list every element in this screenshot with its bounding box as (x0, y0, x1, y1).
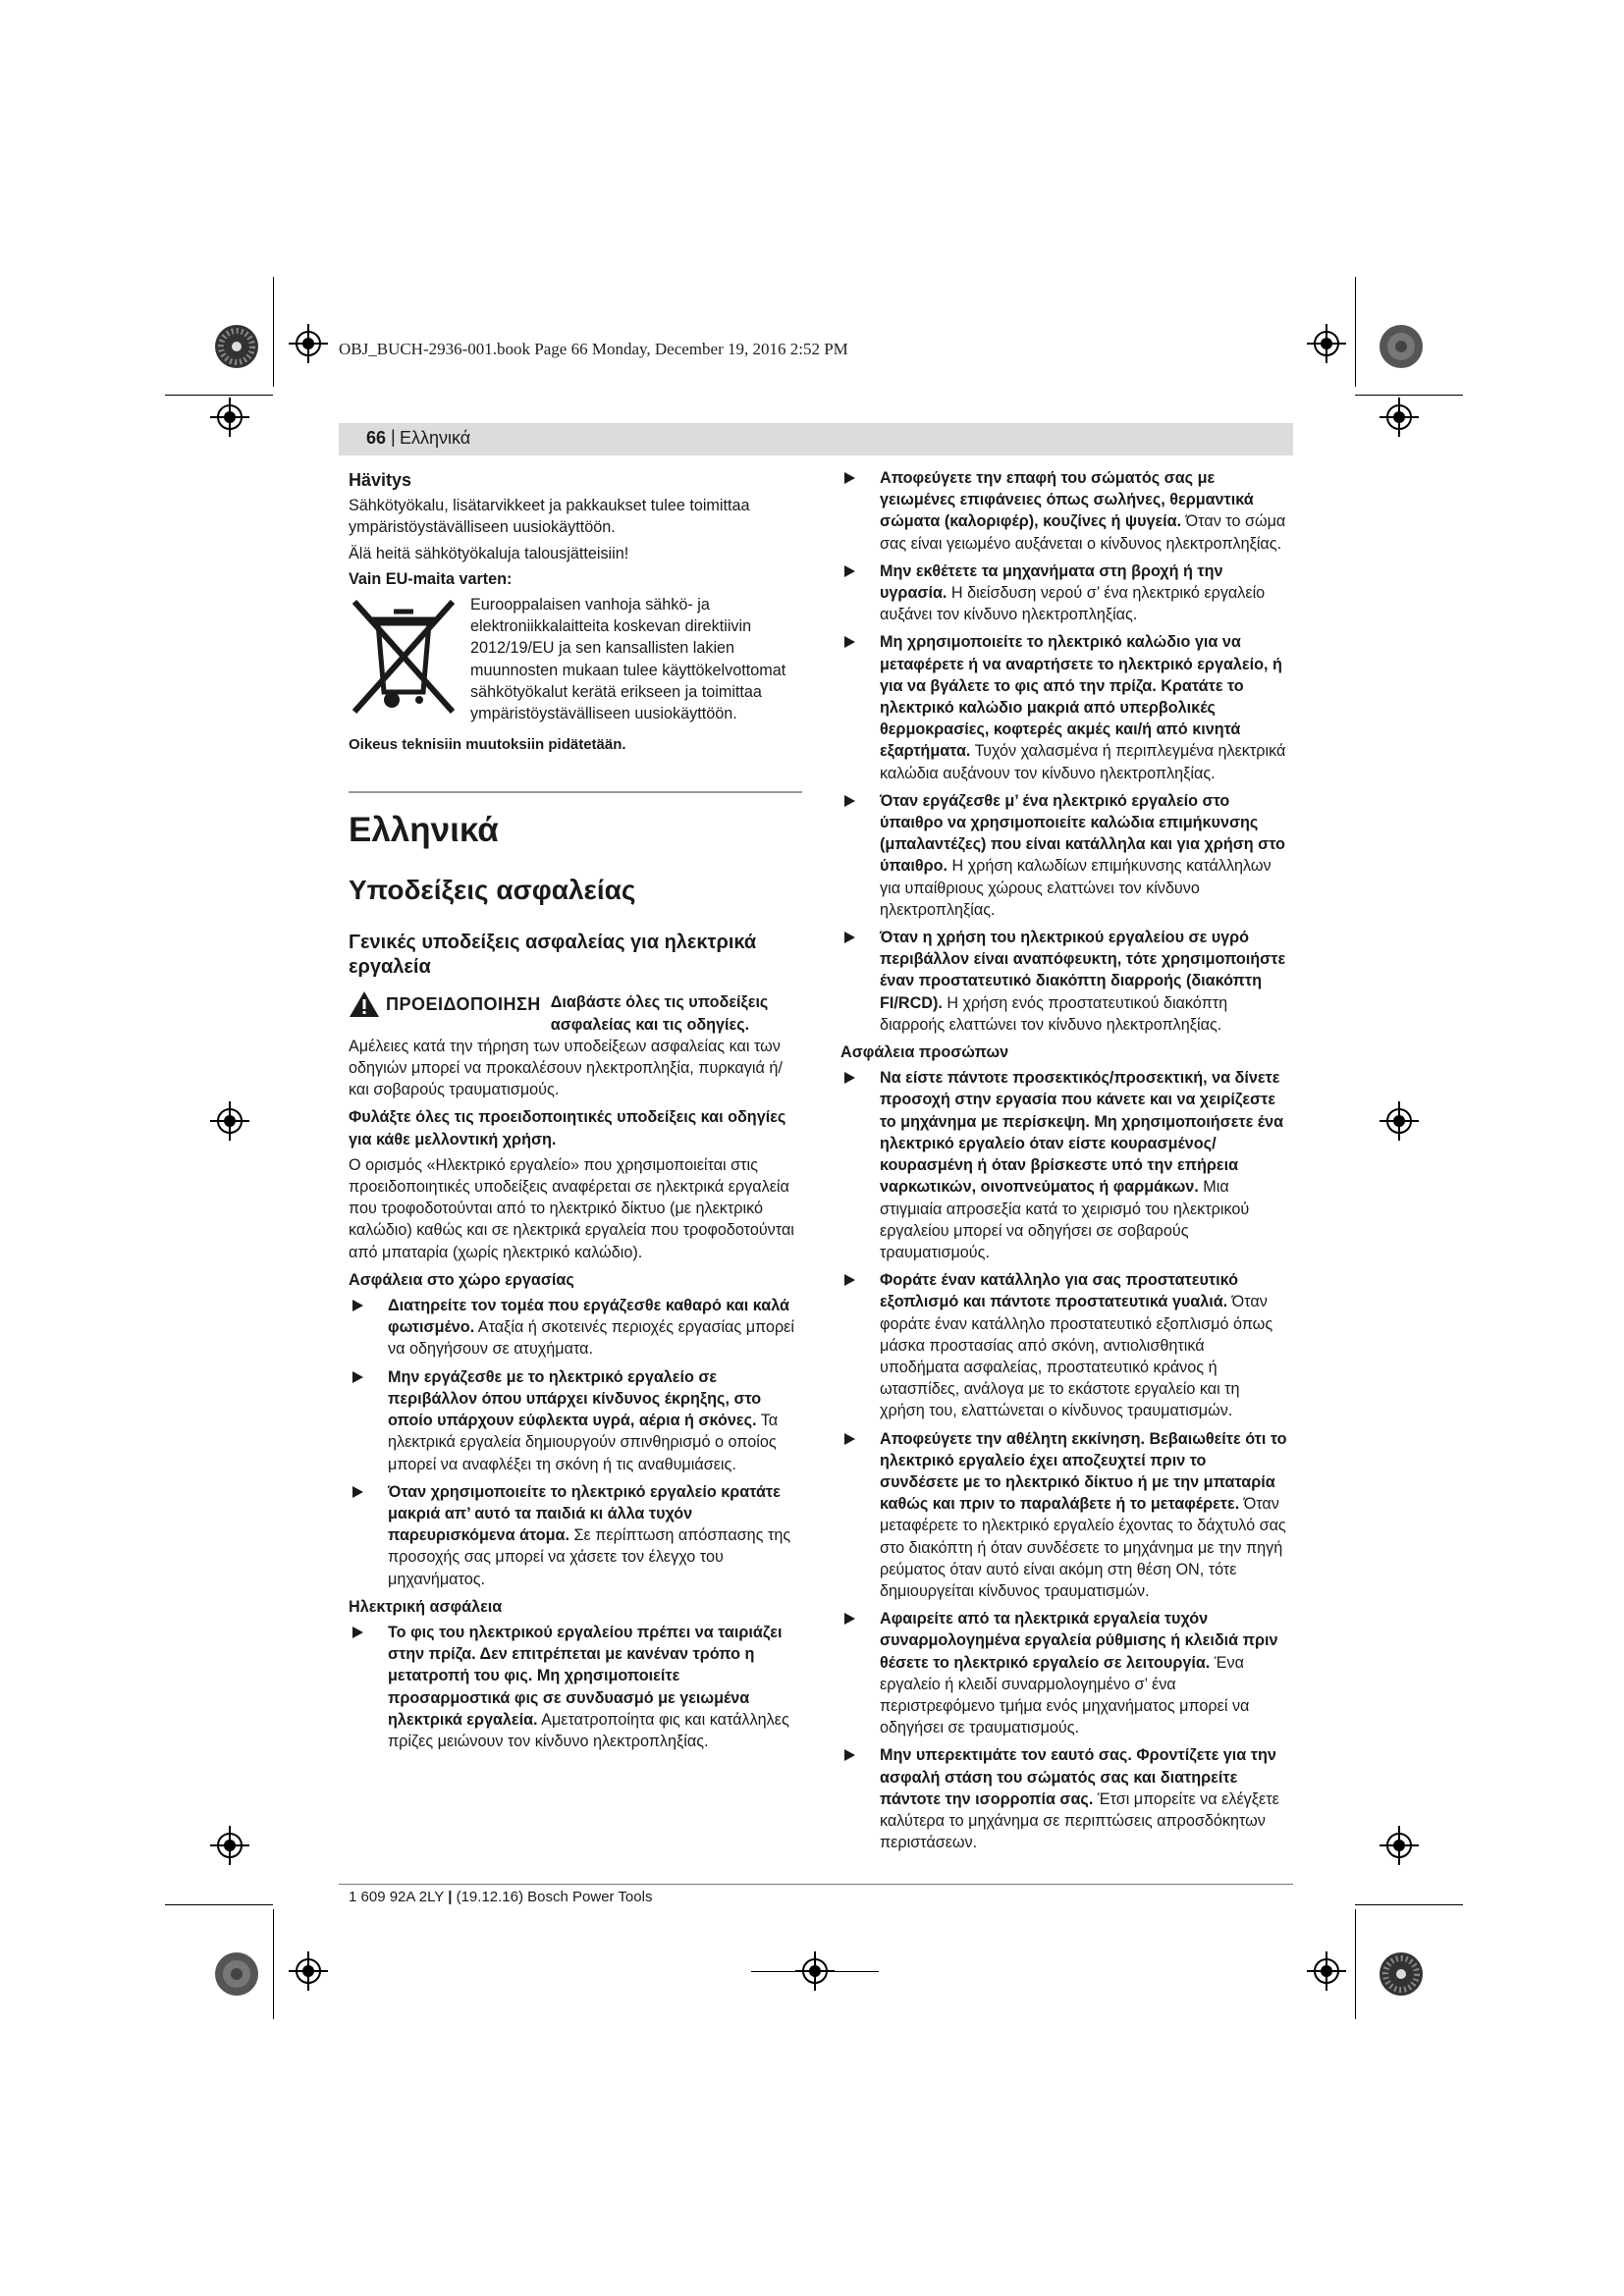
triangle-bullet-icon (844, 472, 855, 484)
registration-crosshair-bottom-right (1307, 1951, 1346, 1991)
color-registration-mark-bottom-right (1377, 1949, 1426, 1999)
page-header-language: Ελληνικά (400, 428, 471, 448)
list-item-bold: Αποφεύγετε την αθέλητη εκκίνηση. Βεβαιωθείτε ότι το ηλεκτρικό εργαλείο έχει αποζευχτεί πριν το συνδέσετε με το ηλεκτρικό δίκτυο ή με την μπαταρία καθώς και πριν το παραλάβετε ή το μεταφέρετε. (880, 1429, 1287, 1514)
list-item-text: Η χρήση καλωδίων επιμήκυνσης κατάλληλων για υπαίθριους χώρους ελαττώνει τον κίνδυνο ηλεκτροπληξίας. (880, 857, 1272, 919)
list-item-bold: Διατηρείτε τον τομέα που εργάζεσθε καθαρό και καλά φωτισμένο. (388, 1297, 789, 1337)
triangle-bullet-icon (352, 1300, 363, 1311)
list-item-bold: Μην εκθέτετε τα μηχανήματα στη βροχή ή την υγρασία. (880, 561, 1223, 603)
page-number: 66 (366, 428, 387, 448)
registration-crosshair-left-upper (210, 398, 249, 437)
page-footer (349, 1889, 652, 1905)
list-item-bold: Όταν η χρήση του ηλεκτρικού εργαλείου σε υγρό περιβάλλον είναι αναπόφευκτη, τότε χρησιμοποιήστε έναν προστατευτικό διακόπτη διαρροής (διακόπτη FI/RCD). (880, 929, 1286, 1012)
footer-brand: Bosch Power Tools (527, 1889, 653, 1905)
warning-badge (349, 991, 541, 1017)
list-item (840, 1067, 1288, 1263)
list-item-bold: Αποφεύγετε την επαφή του σώματός σας με γειωμένες επιφάνειες όπως σωλήνες, θερμαντικά σώματα (καλοριφέρ), κουζίνες ή ψυγεία. (880, 469, 1254, 531)
list-item-text: Μια στιγμιαία απροσεξία κατά το χειρισμό του ηλεκτρικού εργαλείου μπορεί να οδηγήσει σε σοβαρούς τραυματισμούς. (880, 1178, 1250, 1261)
personal-safety-heading: Ασφάλεια προσώπων (840, 1043, 1009, 1062)
color-registration-mark-top-left (212, 322, 261, 371)
crossed-out-wheelie-bin-icon (349, 594, 459, 720)
disposal-heading: Hävitys (349, 470, 412, 490)
work-area-heading: Ασφάλεια στο χώρο εργασίας (349, 1270, 574, 1289)
list-item-bold: Μην εργάζεσθε με το ηλεκτρικό εργαλείο σε περιβάλλον όπου υπάρχει κίνδυνος έκρηξης, στο οποίο υπάρχουν εύφλεκτα υγρά, αέρια ή σκόνες. (388, 1367, 762, 1430)
triangle-bullet-icon (844, 565, 855, 577)
registration-crosshair-top-right (1307, 324, 1346, 363)
disposal-paragraph-1: Sähkötyökalu, lisätarvikkeet ja pakkaukset tulee toimittaa ympäristöystävälliseen uusiokäyttöön. (349, 497, 750, 537)
list-item-bold: Φοράτε έναν κατάλληλο για σας προστατευτικό εξοπλισμό και πάντοτε προστατευτικά γυαλιά. (880, 1271, 1238, 1311)
list-item-text: Έτσι μπορείτε να ελέγξετε καλύτερα το μηχάνημα σε περιπτώσεις απροσδόκητων περιστάσεων. (880, 1789, 1279, 1852)
left-column (349, 467, 802, 1758)
section-divider (349, 791, 802, 793)
list-item (349, 1481, 802, 1590)
triangle-bullet-icon (352, 1627, 363, 1638)
list-item-text: Όταν φοράτε έναν κατάλληλο προστατευτικό εξοπλισμό όπως μάσκα προστασίας από σκόνη, αντιολισθητικά υποδήματα ασφαλείας, προστατευτικό κράνος ή ωτασπίδες, ανάλογα με το εκάστοτε εργαλείο και τη χρήση του, ελαττώνεται ο κίνδυνος τραυματισμών. (880, 1293, 1273, 1420)
registration-crosshair-left-lower (210, 1826, 249, 1865)
list-item (840, 561, 1288, 626)
list-item (840, 467, 1288, 555)
list-item (840, 1744, 1288, 1853)
list-item-bold: Αφαιρείτε από τα ηλεκτρικά εργαλεία τυχόν συναρμολογημένα εργαλεία ρύθμισης ή κλειδιά πριν θέσετε το ηλεκτρικό εργαλείο σε λειτουργία. (880, 1610, 1278, 1672)
list-item-text: Αταξία ή σκοτεινές περιοχές εργασίας μπορεί να οδηγήσουν σε ατυχήματα. (388, 1318, 794, 1359)
registration-crosshair-left-middle (210, 1101, 249, 1141)
registration-crosshair-right-lower (1380, 1826, 1419, 1865)
list-item-bold: Όταν εργάζεσθε μ’ ένα ηλεκτρικό εργαλείο στο ύπαιθρο να χρησιμοποιείτε καλώδια επιμήκυνσης (μπαλαντέζες) που είναι κατάλληλα και για χρήση στο ύπαιθρο. (880, 791, 1285, 876)
warning-label: ΠΡΟΕΙΔΟΠΟΙΗΣΗ (386, 994, 541, 1015)
list-item-text: Τυχόν χαλασμένα ή περιπλεγμένα ηλεκτρικά καλώδια αυξάνουν τον κίνδυνο ηλεκτροπληξίας. (880, 742, 1286, 782)
page-header-separator: | (391, 427, 396, 447)
footer-date: (19.12.16) (456, 1889, 523, 1905)
list-item-text: Όταν το σώμα σας είναι γειωμένο αυξάνεται ο κίνδυνος ηλεκτροπληξίας. (880, 512, 1286, 553)
triangle-bullet-icon (844, 1749, 855, 1761)
warning-text: Αμέλειες κατά την τήρηση των υποδείξεων ασφαλείας και των οδηγιών μπορεί να προκαλέσουν ηλεκτροπληξία, πυρκαγιά ή/και σοβαρούς τραυματισμούς. (349, 1037, 783, 1099)
color-registration-mark-top-right (1377, 322, 1426, 371)
list-item-bold: Το φις του ηλεκτρικού εργαλείου πρέπει να ταιριάζει στην πρίζα. Δεν επιτρέπεται με κανέναν τρόπο η μετατροπή του φις. Μη χρησιμοποιείτε προσαρμοστικά φις σε συνδυασμό με γειωμένα ηλεκτρικά εργαλεία. (388, 1623, 783, 1729)
registration-crosshair-top-left (289, 324, 328, 363)
color-registration-mark-bottom-left (212, 1949, 261, 1999)
list-item (840, 1269, 1288, 1421)
list-item (840, 790, 1288, 921)
list-item (349, 1366, 802, 1475)
section-title: Ελληνικά (349, 811, 499, 850)
keep-instructions-heading: Φυλάξτε όλες τις προειδοποιητικές υποδείξεις και οδηγίες για κάθε μελλοντική χρήση. (349, 1108, 786, 1148)
list-item-text: Τα ηλεκτρικά εργαλεία δημιουργούν σπινθηρισμό ο οποίος μπορεί να αναφλέξει τη σκόνη ή τις αναθυμιάσεις. (388, 1412, 779, 1473)
list-item (840, 631, 1288, 783)
list-item (840, 1428, 1288, 1603)
rights-reserved: Oikeus teknisiin muutoksiin pidätetään. (349, 736, 626, 754)
eu-directive-text: Eurooppalaisen vanhoja sähkö- ja elektroniikkalaitteita koskevan direktiivin 2012/19/EU ja sen kansallisten lakien muunnosten mukaan tulee käyttökelvottomat sähkötyökalut kerätä erikseen ja toimittaa ympäristöystävälliseen uusiokäyttöön. (470, 596, 786, 723)
triangle-bullet-icon (352, 1371, 363, 1383)
list-item-bold: Όταν χρησιμοποιείτε το ηλεκτρικό εργαλείο κρατάτε μακριά απ’ αυτό τα παιδιά κι άλλα τυχόν παρευρισκόμενα άτομα. (388, 1482, 781, 1545)
disposal-paragraph-2: Älä heitä sähkötyökaluja talousjätteisiin! (349, 544, 629, 562)
electrical-safety-heading: Ηλεκτρική ασφάλεια (349, 1597, 503, 1616)
safety-title: Υποδείξεις ασφαλείας (349, 875, 636, 906)
warning-block (349, 991, 802, 1100)
general-safety-title: Γενικές υποδείξεις ασφαλείας για ηλεκτρικά εργαλεία (349, 932, 757, 979)
registration-crosshair-bottom-left (289, 1951, 328, 1991)
list-item (840, 927, 1288, 1036)
triangle-bullet-icon (844, 932, 855, 943)
list-item (840, 1608, 1288, 1738)
triangle-bullet-icon (844, 1613, 855, 1625)
right-column (840, 467, 1288, 1859)
list-item (349, 1622, 802, 1752)
triangle-bullet-icon (844, 795, 855, 807)
footer-divider: | (448, 1889, 453, 1905)
weee-block (349, 594, 802, 724)
registration-crosshair-right-middle (1380, 1101, 1419, 1141)
printer-header: OBJ_BUCH-2936-001.book Page 66 Monday, December 19, 2016 2:52 PM (339, 340, 848, 358)
footer-code: 1 609 92A 2LY (349, 1889, 445, 1905)
triangle-bullet-icon (844, 1433, 855, 1445)
list-item-text: Η χρήση ενός προστατευτικού διακόπτη διαρροής ελαττώνει τον κίνδυνο ηλεκτροπληξίας. (880, 993, 1228, 1034)
list-item-bold: Να είστε πάντοτε προσεκτικός/προσεκτική, να δίνετε προσοχή στην εργασία που κάνετε και να χειρίζεστε το μηχάνημα με περίσκεψη. Μη χρησιμοποιήσετε ένα ηλεκτρικό εργαλείο όταν είστε κουρασμένος/κουρασμένη ή όταν βρίσκεστε υπό την επήρεια ναρκωτικών, οινοπνεύματος ή φαρμάκων. (880, 1069, 1284, 1197)
list-item-text: Ένα εργαλείο ή κλειδί συναρμολογημένο σ’ ένα περιστρεφόμενο τμήμα ενός μηχανήματος μπορεί να οδηγήσει σε τραυματισμούς. (880, 1653, 1250, 1737)
list-item-text: Σε περίπτωση απόσπασης της προσοχής σας μπορεί να χάσετε τον έλεγχο του μηχανήματος. (388, 1526, 791, 1588)
triangle-bullet-icon (844, 636, 855, 648)
triangle-bullet-icon (844, 1072, 855, 1084)
eu-heading: Vain EU-maita varten: (349, 569, 513, 588)
list-item-text: Η διείσδυση νερού σ’ ένα ηλεκτρικό εργαλείο αυξάνει τον κίνδυνο ηλεκτροπληξίας. (880, 584, 1266, 624)
warning-bold-text: Διαβάστε όλες τις υποδείξεις ασφαλείας και τις οδηγίες. (550, 993, 769, 1034)
triangle-bullet-icon (352, 1486, 363, 1498)
footer-rule (339, 1884, 1293, 1885)
power-tool-definition: Ο ορισμός «Ηλεκτρικό εργαλείο» που χρησιμοποιείται στις προειδοποιητικές υποδείξεις αναφέρεται σε ηλεκτρικά εργαλεία που τροφοδοτούνται από το ηλεκτρικό δίκτυο (με ηλεκτρικό καλώδιο) καθώς και σε ηλεκτρικά εργαλεία που τροφοδοτούνται από μπαταρία (χωρίς ηλεκτρικό καλώδιο). (349, 1155, 794, 1261)
registration-crosshair-right-upper (1380, 398, 1419, 437)
list-item-text: Αμετατροποίητα φις και κατάλληλες πρίζες μειώνουν τον κίνδυνο ηλεκτροπληξίας. (388, 1710, 789, 1750)
list-item-bold: Μη χρησιμοποιείτε το ηλεκτρικό καλώδιο για να μεταφέρετε ή να αναρτήσετε το ηλεκτρικό εργαλείο, ή για να βγάλετε το φις από την πρίζα. Κρατάτε το ηλεκτρικό καλώδιο μακριά από υπερβολικές θερμοκρασίες, κοφτερές ακμές και/ή από κινητά εξαρτήματα. (880, 633, 1282, 761)
list-item-bold: Μην υπερεκτιμάτε τον εαυτό σας. Φροντίζετε για την ασφαλή στάση του σώματός σας και διατηρείτε πάντοτε την ισορροπία σας. (880, 1746, 1276, 1808)
triangle-bullet-icon (844, 1274, 855, 1286)
list-item (349, 1295, 802, 1361)
list-item-text: Όταν μεταφέρετε το ηλεκτρικό εργαλείο έχοντας το δάχτυλό σας στο διακόπτη ή όταν συνδέσετε το μηχάνημα με την πηγή ρεύματος όταν αυτό είναι ακόμη στη θέση ON, τότε δημιουργείται κίνδυνος τραυματισμών. (880, 1495, 1286, 1600)
page-header-bar (339, 423, 1293, 455)
warning-triangle-icon (349, 991, 380, 1018)
